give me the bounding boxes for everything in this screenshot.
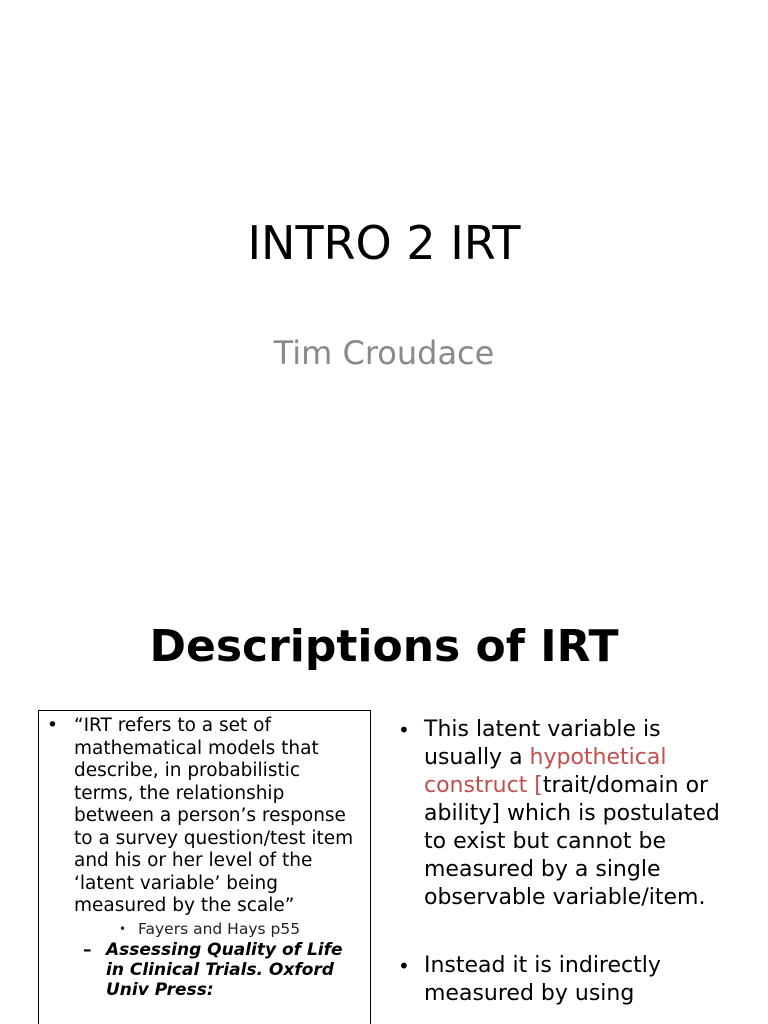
bullet-icon: • — [398, 954, 410, 978]
descriptions-slide — [0, 576, 768, 1024]
book-item — [39, 940, 370, 1000]
slide-title: INTRO 2 IRT — [247, 216, 521, 270]
slide-subtitle: Tim Croudace — [273, 334, 495, 372]
book-title: Assessing Quality of Life in Clinical Trials. Oxford Univ Press: — [106, 939, 343, 1000]
highlighted-term: hypothetical construct [ — [424, 745, 667, 798]
quote-text: “IRT refers to a set of mathematical models that describe, in probabilistic terms, the relationship between a person’s response to a survey question/test item and his or her level of the ‘latent variable’ being measured by the scale” — [74, 715, 354, 916]
dash-icon: – — [83, 939, 92, 960]
bullet-icon: • — [119, 921, 127, 936]
citation-item — [39, 918, 370, 940]
explanation-list — [398, 716, 743, 1008]
explanation-text-start: This latent variable is usually a — [424, 717, 661, 770]
explanation-text-end: trait/domain or ability] which is postulated to exist but cannot be measured by a single observable variable/item. — [424, 773, 720, 910]
definition-list — [39, 711, 370, 1000]
explanation-text: Instead it is indirectly measured by using — [424, 953, 661, 1006]
explanation-item — [398, 716, 743, 912]
bullet-icon: • — [47, 715, 58, 736]
explanation-item — [398, 952, 743, 1008]
citation-text: Fayers and Hays p55 — [138, 919, 301, 938]
definition-box — [38, 710, 371, 1024]
slide-title: Descriptions of IRT — [149, 621, 619, 672]
bullet-icon: • — [398, 718, 410, 742]
quote-item — [39, 711, 370, 918]
